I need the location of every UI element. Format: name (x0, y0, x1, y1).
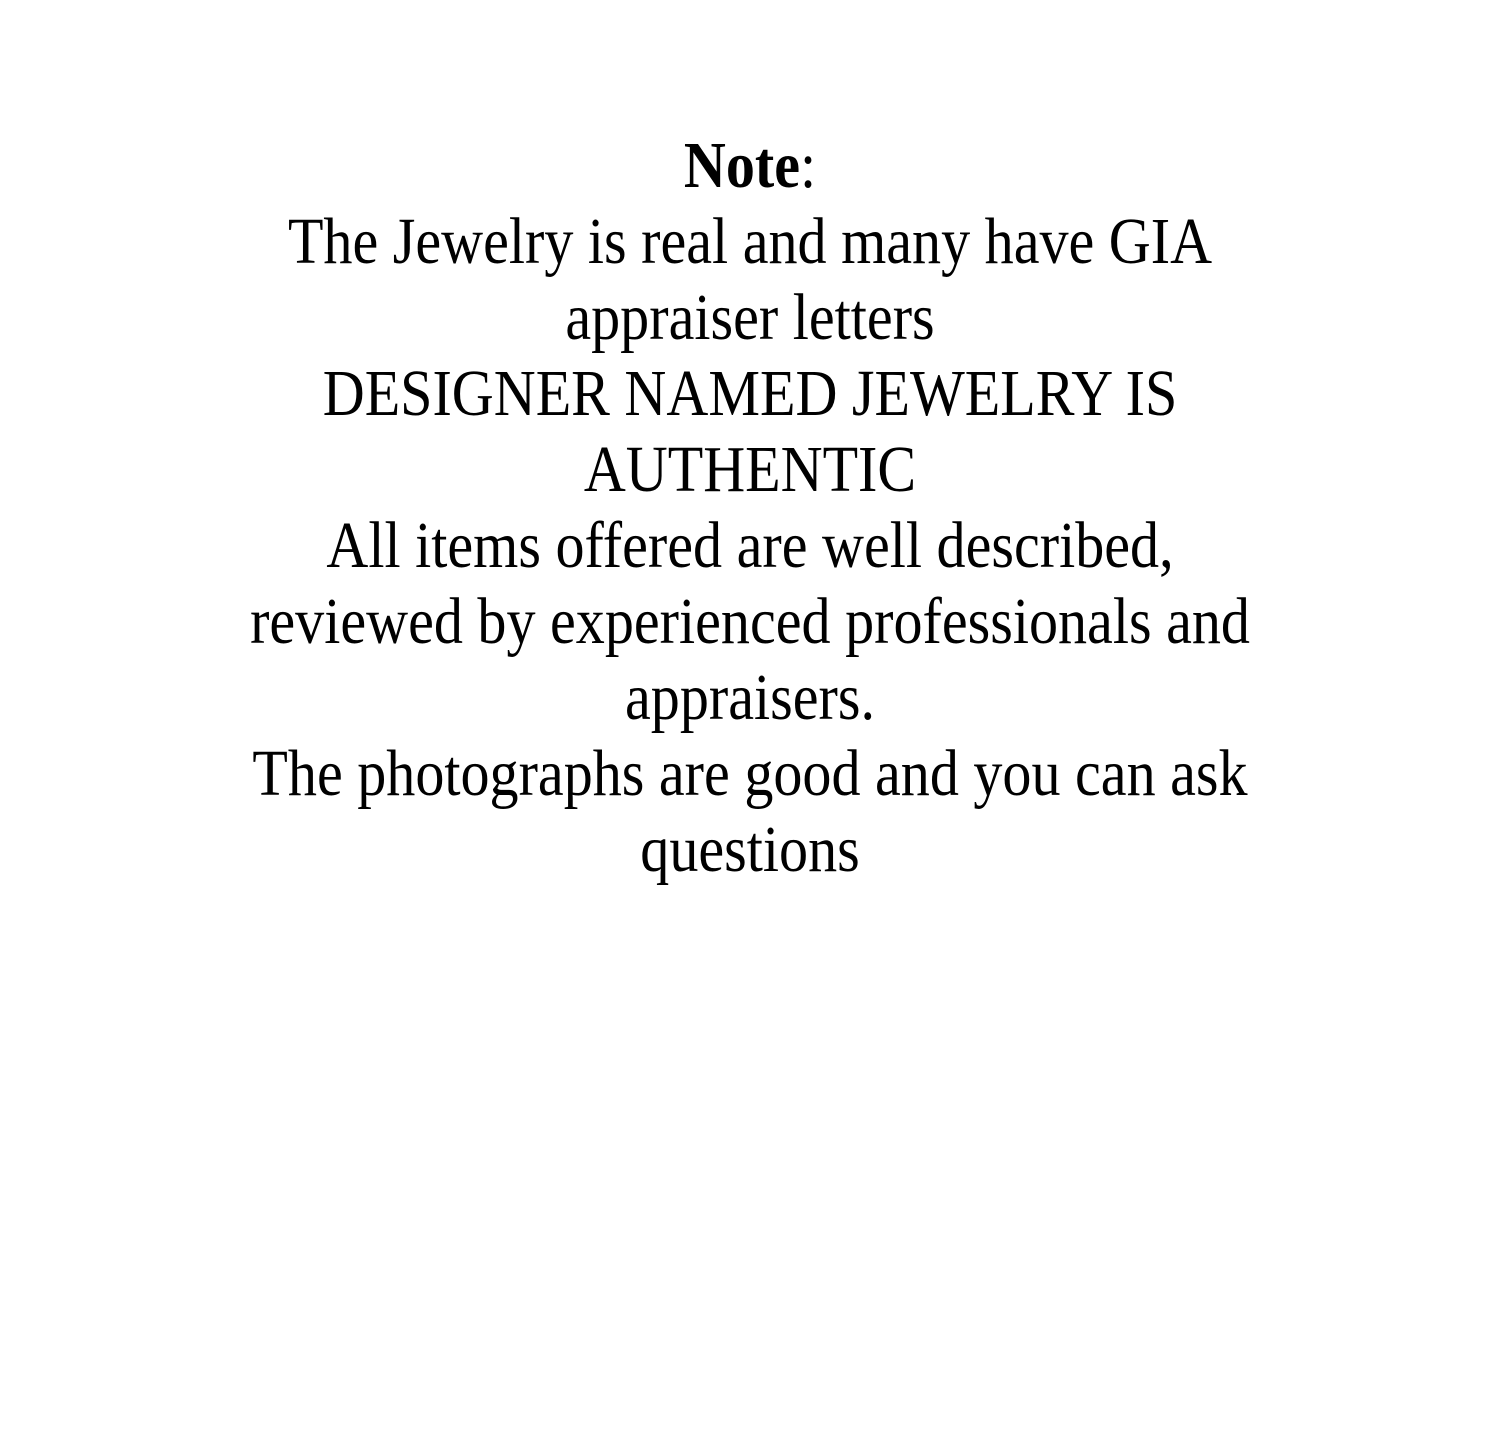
note-line: appraisers. (625, 661, 875, 734)
note-line: The photographs are good and you can ask (252, 737, 1248, 810)
note-heading-colon: : (799, 129, 817, 202)
note-heading (134, 128, 1366, 204)
note-line: appraiser letters (565, 281, 935, 354)
note-text-block (134, 0, 1366, 888)
note-heading-word: Note (683, 129, 800, 202)
note-line: reviewed by experienced professionals and (250, 585, 1250, 658)
note-line: questions (640, 813, 860, 886)
note-line: DESIGNER NAMED JEWELRY IS (322, 357, 1178, 430)
note-line: AUTHENTIC (583, 433, 917, 506)
note-line: The Jewelry is real and many have GIA (287, 205, 1213, 278)
note-line: All items offered are well described, (326, 509, 1174, 582)
